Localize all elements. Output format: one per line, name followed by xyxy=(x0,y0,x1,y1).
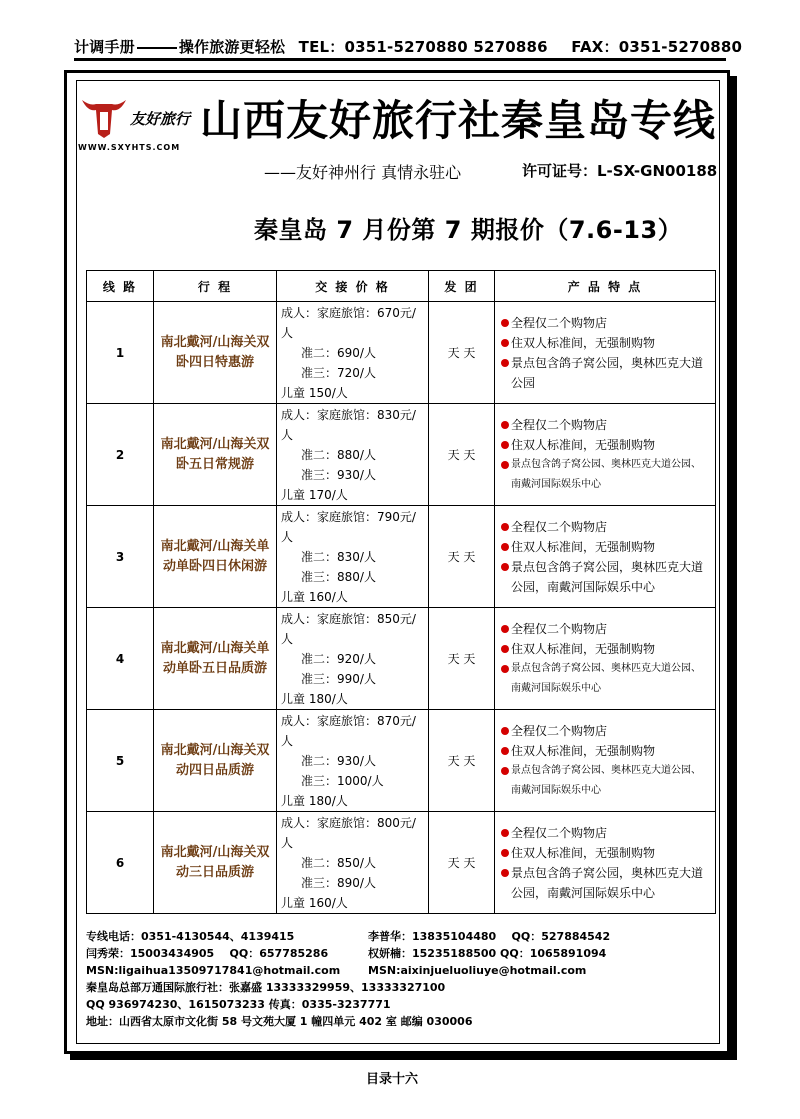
feature-item: 景点包含鸽子窝公园、奥林匹克大道公园、南戴河国际娱乐中心 xyxy=(501,455,709,495)
price-cell xyxy=(277,506,429,608)
header-features: 产 品 特 点 xyxy=(495,271,716,302)
feature-item: 景点包含鸽子窝公园，奥林匹克大道公园 xyxy=(501,353,709,393)
features-cell xyxy=(495,710,716,812)
feature-item: 景点包含鸽子窝公园，奥林匹克大道公园，南戴河国际娱乐中心 xyxy=(501,863,709,903)
slogan: ——友好神州行 真情永驻心 xyxy=(264,163,462,182)
bull-logo-icon xyxy=(78,94,194,142)
departure: 天 天 xyxy=(429,812,495,914)
price-subtitle: 秦皇岛 7 月份第 7 期报价（7.6-13） xyxy=(254,216,683,244)
feature-item: 全程仅二个购物店 xyxy=(501,619,709,639)
contact-block xyxy=(86,928,716,1030)
route-number: 1 xyxy=(87,302,154,404)
route-number: 6 xyxy=(87,812,154,914)
msn-1: MSN:ligaihua13509717841@hotmail.com xyxy=(86,964,341,977)
price-adult: 成人：家庭旅馆：850元/人 xyxy=(281,611,416,646)
features-cell xyxy=(495,608,716,710)
header-tel: TEL：0351-5270880 5270886 xyxy=(298,38,548,56)
contact-li-qq: QQ：527884542 xyxy=(511,930,611,943)
header-itinerary: 行 程 xyxy=(154,271,277,302)
price-adult: 成人：家庭旅馆：870元/人 xyxy=(281,713,416,748)
price-triple: 准三：990/人 xyxy=(301,671,376,686)
table-row xyxy=(87,404,716,506)
route-number: 3 xyxy=(87,506,154,608)
price-adult: 成人：家庭旅馆：790元/人 xyxy=(281,509,416,544)
route-name: 南北戴河/山海关双动三日品质游 xyxy=(154,812,277,914)
feature-item: 全程仅二个购物店 xyxy=(501,721,709,741)
route-number: 5 xyxy=(87,710,154,812)
price-triple: 准三：1000/人 xyxy=(301,773,384,788)
contact-li: 李普华：13835104480 xyxy=(368,930,497,943)
feature-item: 全程仅二个购物店 xyxy=(501,313,709,333)
feature-item: 景点包含鸽子窝公园、奥林匹克大道公园、南戴河国际娱乐中心 xyxy=(501,659,709,699)
qq-fax-line: QQ 936974230、1615073233 传真：0335-3237771 xyxy=(86,998,391,1011)
contact-quan: 权妍楠：15235188500 xyxy=(368,947,497,960)
departure: 天 天 xyxy=(429,710,495,812)
header-bar xyxy=(74,36,743,56)
contact-line xyxy=(86,928,716,945)
table-row xyxy=(87,812,716,914)
feature-item: 景点包含鸽子窝公园、奥林匹克大道公园、南戴河国际娱乐中心 xyxy=(501,761,709,801)
price-cell xyxy=(277,404,429,506)
route-name: 南北戴河/山海关双动四日品质游 xyxy=(154,710,277,812)
header-price: 交 接 价 格 xyxy=(277,271,429,302)
contact-line xyxy=(86,945,716,962)
agency-line: 秦皇岛总部万通国际旅行社：张嘉盛 13333329959、13333327100 xyxy=(86,981,446,994)
feature-item: 全程仅二个购物店 xyxy=(501,415,709,435)
logo-text: 友好旅行 xyxy=(130,110,191,128)
departure: 天 天 xyxy=(429,506,495,608)
price-double: 准二：690/人 xyxy=(301,345,376,360)
price-child: 儿童 160/人 xyxy=(281,589,348,604)
table-row xyxy=(87,710,716,812)
feature-item: 景点包含鸽子窝公园，奥林匹克大道公园，南戴河国际娱乐中心 xyxy=(501,557,709,597)
header-rule xyxy=(74,58,726,61)
header-departure: 发 团 xyxy=(429,271,495,302)
feature-item: 住双人标准间，无强制购物 xyxy=(501,843,709,863)
price-triple: 准三：720/人 xyxy=(301,365,376,380)
page-footer: 目录十六 xyxy=(366,1072,419,1087)
price-child: 儿童 180/人 xyxy=(281,691,348,706)
contact-line xyxy=(86,962,716,979)
header-left2: 操作旅游更轻松 xyxy=(178,38,286,56)
feature-item: 全程仅二个购物店 xyxy=(501,823,709,843)
features-cell xyxy=(495,404,716,506)
header-route-no: 线 路 xyxy=(87,271,154,302)
contact-quan-qq: QQ：1065891094 xyxy=(500,947,607,960)
route-name: 南北戴河/山海关双卧四日特惠游 xyxy=(154,302,277,404)
route-name: 南北戴河/山海关单动单卧五日品质游 xyxy=(154,608,277,710)
price-triple: 准三：890/人 xyxy=(301,875,376,890)
msn-2: MSN:aixinjueluoliuye@hotmail.com xyxy=(368,964,587,977)
price-child: 儿童 180/人 xyxy=(281,793,348,808)
feature-item: 住双人标准间，无强制购物 xyxy=(501,333,709,353)
frame-shadow-bottom xyxy=(70,1054,737,1060)
feature-item: 住双人标准间，无强制购物 xyxy=(501,435,709,455)
feature-item: 住双人标准间，无强制购物 xyxy=(501,537,709,557)
features-cell xyxy=(495,506,716,608)
price-cell xyxy=(277,608,429,710)
departure: 天 天 xyxy=(429,608,495,710)
price-adult: 成人：家庭旅馆：830元/人 xyxy=(281,407,416,442)
price-double: 准二：920/人 xyxy=(301,651,376,666)
features-cell xyxy=(495,812,716,914)
address-line: 地址：山西省太原市文化街 58 号文苑大厦 1 幢四单元 402 室 邮编 030006 xyxy=(86,1015,473,1028)
price-cell xyxy=(277,302,429,404)
departure: 天 天 xyxy=(429,404,495,506)
price-cell xyxy=(277,710,429,812)
price-triple: 准三：880/人 xyxy=(301,569,376,584)
contact-yan: 闫秀荣：15003434905 xyxy=(86,947,215,960)
price-child: 儿童 150/人 xyxy=(281,385,348,400)
features-cell xyxy=(495,302,716,404)
departure: 天 天 xyxy=(429,302,495,404)
price-cell xyxy=(277,812,429,914)
price-table xyxy=(86,270,716,914)
license-number: 许可证号：L-SX-GN00188 xyxy=(522,162,718,180)
route-number: 4 xyxy=(87,608,154,710)
table-row xyxy=(87,608,716,710)
header-left: 计调手册 xyxy=(74,38,135,56)
hotline: 专线电话：0351-4130544、4139415 xyxy=(86,930,295,943)
price-child: 儿童 170/人 xyxy=(281,487,348,502)
frame-shadow xyxy=(730,76,737,1060)
page-title: 山西友好旅行社秦皇岛专线 xyxy=(200,96,717,145)
header-fax: FAX：0351-5270880 xyxy=(571,38,743,56)
route-number: 2 xyxy=(87,404,154,506)
price-double: 准二：880/人 xyxy=(301,447,376,462)
feature-item: 全程仅二个购物店 xyxy=(501,517,709,537)
price-double: 准二：930/人 xyxy=(301,753,376,768)
table-row xyxy=(87,302,716,404)
price-child: 儿童 160/人 xyxy=(281,895,348,910)
feature-item: 住双人标准间，无强制购物 xyxy=(501,639,709,659)
price-double: 准二：850/人 xyxy=(301,855,376,870)
route-name: 南北戴河/山海关单动单卧四日休闲游 xyxy=(154,506,277,608)
price-double: 准二：830/人 xyxy=(301,549,376,564)
table-row xyxy=(87,506,716,608)
header-dash xyxy=(137,47,177,49)
route-name: 南北戴河/山海关双卧五日常规游 xyxy=(154,404,277,506)
contact-yan-qq: QQ：657785286 xyxy=(229,947,329,960)
table-header-row xyxy=(87,271,716,302)
price-adult: 成人：家庭旅馆：800元/人 xyxy=(281,815,416,850)
price-adult: 成人：家庭旅馆：670元/人 xyxy=(281,305,416,340)
price-triple: 准三：930/人 xyxy=(301,467,376,482)
feature-item: 住双人标准间，无强制购物 xyxy=(501,741,709,761)
logo-url: WWW.SXYHTS.COM xyxy=(78,143,181,152)
